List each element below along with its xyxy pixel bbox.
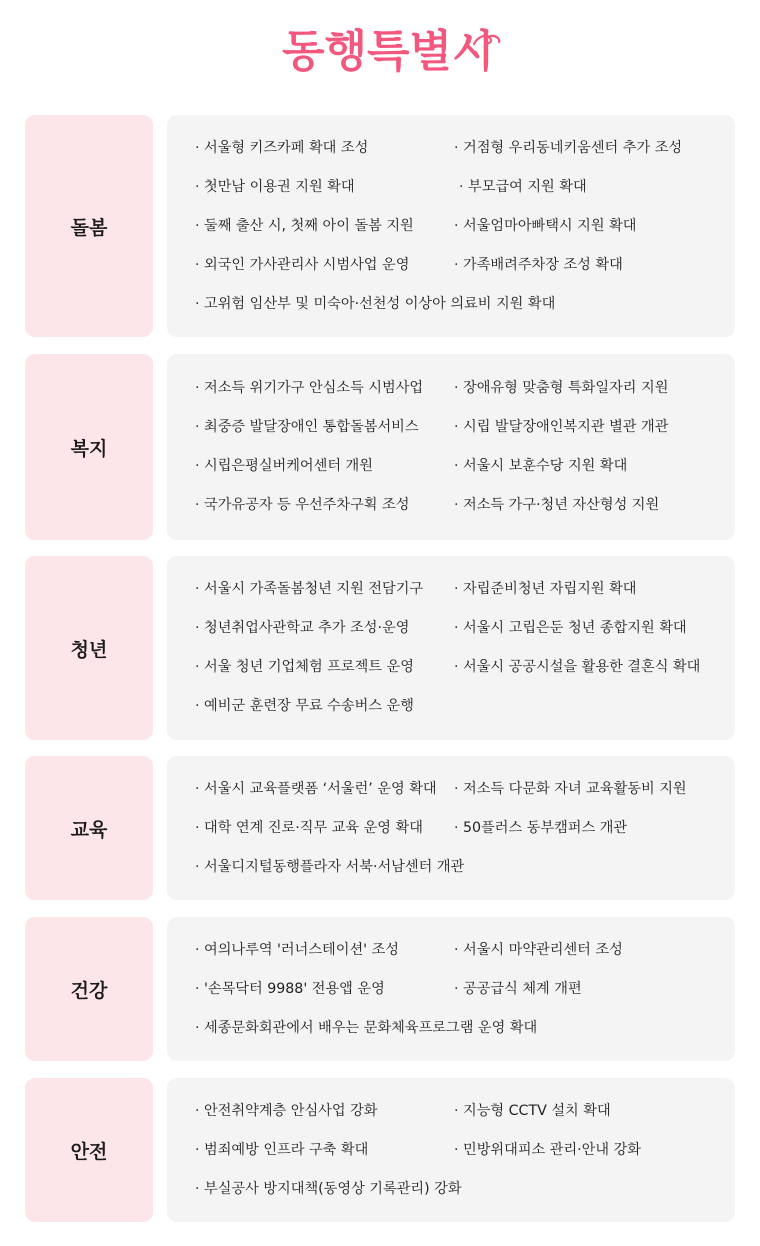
list-item: · 청년취업사관학교 추가 조성·운영: [195, 618, 409, 638]
list-item: · 여의나루역 '러너스테이션' 조성: [195, 940, 399, 960]
logo-text: 동행특별시: [282, 26, 495, 77]
list-item: · 서울시 공공시설을 활용한 결혼식 확대: [454, 657, 700, 677]
list-item: · 서울형 키즈카페 확대 조성: [195, 138, 368, 158]
section-welfare: [25, 354, 735, 540]
list-item: · 서울시 보훈수당 지원 확대: [454, 456, 627, 476]
section-safety: [25, 1078, 735, 1222]
section-care: [25, 115, 735, 337]
list-item: · 외국인 가사관리사 시범사업 운영: [195, 255, 409, 275]
item-box: [167, 556, 735, 740]
category-label: 안전: [25, 1078, 153, 1222]
category-label: 교육: [25, 756, 153, 900]
swirl-icon: [472, 28, 502, 50]
list-item: · 50플러스 동부캠퍼스 개관: [454, 818, 627, 838]
list-item: · 가족배려주차장 조성 확대: [454, 255, 623, 275]
list-item: · 세종문화회관에서 배우는 문화체육프로그램 운영 확대: [195, 1018, 537, 1038]
list-item: · 부실공사 방지대책(동영상 기록관리) 강화: [195, 1179, 462, 1199]
list-item: · 안전취약계층 안심사업 강화: [195, 1101, 377, 1121]
category-label: 청년: [25, 556, 153, 740]
item-box: [167, 115, 735, 337]
list-item: · 저소득 위기가구 안심소득 시범사업: [195, 378, 423, 398]
item-box: [167, 917, 735, 1061]
list-item: · 거점형 우리동네키움센터 추가 조성: [454, 138, 682, 158]
list-item: · 지능형 CCTV 설치 확대: [454, 1101, 611, 1121]
item-box: [167, 756, 735, 900]
list-item: · 국가유공자 등 우선주차구획 조성: [195, 495, 409, 515]
section-education: [25, 756, 735, 900]
category-label: 건강: [25, 917, 153, 1061]
logo: [282, 22, 495, 88]
list-item: · 민방위대피소 관리·안내 강화: [454, 1140, 641, 1160]
list-item: · 서울시 가족돌봄청년 지원 전담기구: [195, 579, 423, 599]
list-item: · 서울엄마아빠택시 지원 확대: [454, 216, 636, 236]
list-item: · 첫만남 이용권 지원 확대: [195, 177, 355, 197]
category-label: 복지: [25, 354, 153, 540]
list-item: · 시립 발달장애인복지관 별관 개관: [454, 417, 668, 437]
item-box: [167, 354, 735, 540]
list-item: · 대학 연계 진로·직무 교육 운영 확대: [195, 818, 423, 838]
list-item: · '손목닥터 9988' 전용앱 운영: [195, 979, 385, 999]
list-item: · 고위험 임산부 및 미숙아·선천성 이상아 의료비 지원 확대: [195, 294, 555, 314]
list-item: · 서울시 고립은둔 청년 종합지원 확대: [454, 618, 687, 638]
header: [0, 0, 760, 100]
list-item: · 저소득 가구·청년 자산형성 지원: [454, 495, 659, 515]
list-item: · 공공급식 체계 개편: [454, 979, 582, 999]
list-item: · 예비군 훈련장 무료 수송버스 운행: [195, 696, 414, 716]
list-item: · 서울 청년 기업체험 프로젝트 운영: [195, 657, 414, 677]
list-item: · 장애유형 맞춤형 특화일자리 지원: [454, 378, 668, 398]
list-item: · 서울디지털동행플라자 서북·서남센터 개관: [195, 857, 464, 877]
list-item: · 시립은평실버케어센터 개원: [195, 456, 373, 476]
list-item: · 자립준비청년 자립지원 확대: [454, 579, 636, 599]
category-label: 돌봄: [25, 115, 153, 337]
list-item: · 둘째 출산 시, 첫째 아이 돌봄 지원: [195, 216, 414, 236]
section-youth: [25, 556, 735, 740]
list-item: · 저소득 다문화 자녀 교육활동비 지원: [454, 779, 687, 799]
list-item: · 최중증 발달장애인 통합돌봄서비스: [195, 417, 419, 437]
list-item: · 부모급여 지원 확대: [459, 177, 587, 197]
list-item: · 서울시 마약관리센터 조성: [454, 940, 623, 960]
item-box: [167, 1078, 735, 1222]
list-item: · 범죄예방 인프라 구축 확대: [195, 1140, 368, 1160]
list-item: · 서울시 교육플랫폼 ‘서울런’ 운영 확대: [195, 779, 437, 799]
section-health: [25, 917, 735, 1061]
